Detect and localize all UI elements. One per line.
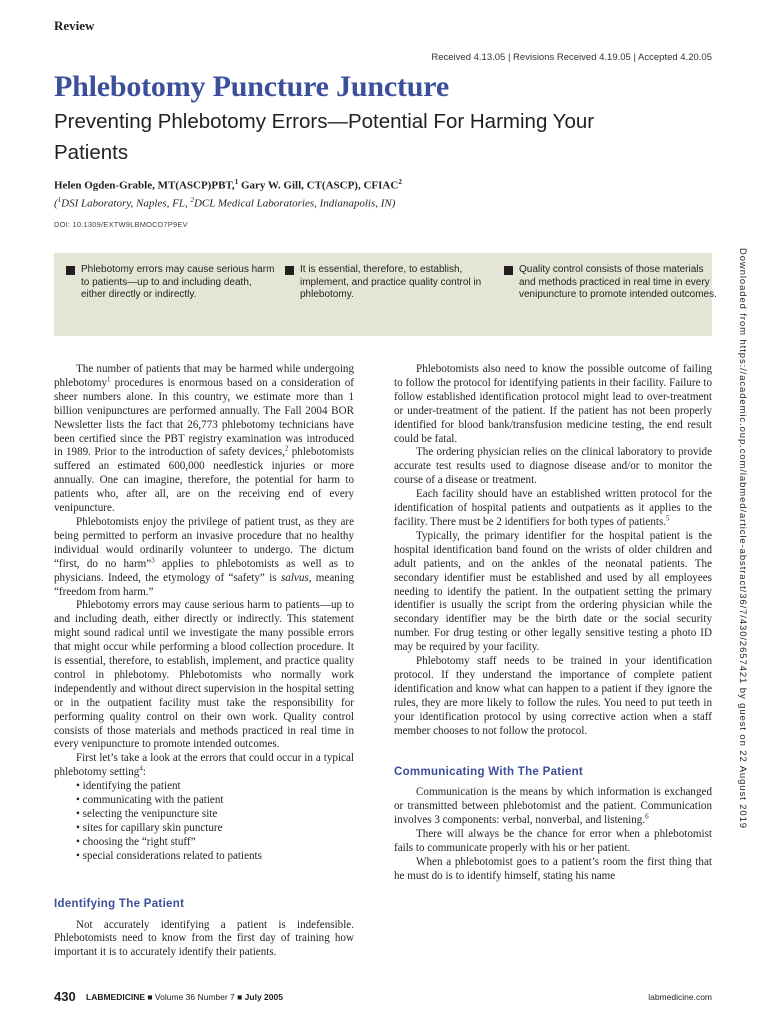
body-paragraph: Typically, the primary identifier for the hospital patient is the hospital identification band found on the wrists of older children and adult patients, and on the ankles of the neonatal patients. The secondary identifier must be established and used by all employees needing to identify the patient. In the outpatient setting the primary identifier is usually the script from the ordering physician while the secondary identifier may be the birth date or the social security number. For drug testing or other legally sensitive testing a photo ID may be required by your facility. bbox=[394, 529, 712, 654]
reference-marker: 2 bbox=[284, 444, 289, 453]
affil-1: DSI Laboratory, Naples, FL, bbox=[61, 197, 191, 210]
body-paragraph: Not accurately identifying a patient is indefensible. Phlebotomists need to know from the first day of training how important it is to accurately identify their patients. bbox=[54, 918, 354, 959]
separator-icon: ■ bbox=[147, 992, 153, 1002]
issue-date: July 2005 bbox=[244, 992, 283, 1002]
download-notice-text[interactable]: Downloaded from https://academic.oup.com/labmed/article-abstract/36/7/430/2657421 by guest on 22 August 2019 bbox=[737, 248, 748, 829]
list-item: • sites for capillary skin puncture bbox=[76, 822, 354, 836]
body-paragraph: Communication is the means by which information is exchanged or transmitted between phlebotomist and the patient. Communication involves 3 components: verbal, nonverbal, and listening.$^6$ bbox=[394, 786, 712, 827]
body-paragraph: The ordering physician relies on the clinical laboratory to provide accurate test results used to diagnose disease and/or to monitor the course of a disease or treatment. bbox=[394, 446, 712, 487]
key-point-text: Phlebotomy errors may cause serious harm to patients—up to and including death, either directly or indirectly. bbox=[81, 264, 275, 300]
section-heading: Communicating With The Patient bbox=[394, 766, 584, 779]
journal-url[interactable]: labmedicine.com bbox=[648, 992, 712, 1002]
key-point bbox=[504, 264, 717, 302]
doi[interactable]: DOI: 10.1309/EXTW9LBMOCD7P9EV bbox=[54, 220, 188, 229]
body-paragraph: There will always be the chance for error when a phlebotomist fails to communicate properly with his or her patient. bbox=[394, 828, 712, 854]
list-item: • special considerations related to patients bbox=[76, 850, 354, 864]
affiliations bbox=[54, 196, 395, 210]
separator-icon: ■ bbox=[237, 992, 243, 1002]
affil-marker: 1 bbox=[57, 196, 62, 204]
reference-marker: 4 bbox=[139, 764, 143, 773]
key-point-text: It is essential, therefore, to establish, implement, and practice quality control in phlebotomy. bbox=[300, 264, 482, 300]
italic-term: salvus bbox=[280, 571, 309, 584]
reference-marker: 1 bbox=[107, 375, 111, 384]
body-paragraph: The number of patients that may be harmed while undergoing phlebotomy$^1$ procedures is enormous based on a consideration of sheer numbers alone. In this country, we estimate more than 1 billion venipunctures are performed annually. The Fall 2004 BOR Newsletter lists the fact that 26,773 phlebotomy technicians have been certified since the PBT registry examination was introduced in 1989. Prior to the introduction of safety devices,$^2$ phlebotomists suffered an estimated 600,000 needlestick injuries or more annually. One can imagine, therefore, the potential for harm to patients who, after all, are on the receiving end of every venipuncture. bbox=[54, 363, 354, 515]
bullet-square-icon bbox=[504, 266, 513, 275]
body-column-left bbox=[54, 363, 354, 960]
body-paragraph: Each facility should have an established written protocol for the identification of hospital patients and outpatients as it applies to the facility. There must be 2 identifiers for both types of patients.$^5$ bbox=[394, 488, 712, 528]
error-list bbox=[54, 780, 354, 863]
author-name: Helen Ogden-Grable, MT(ASCP)PBT, bbox=[54, 179, 235, 192]
article-subtitle: Preventing Phlebotomy Errors—Potential For Harming Your Patients bbox=[54, 110, 595, 164]
body-paragraph: When a phlebotomist goes to a patient’s room the first thing that he must do is to identify himself, stating his name bbox=[394, 855, 712, 882]
author-list bbox=[54, 178, 402, 192]
body-paragraph: First let’s take a look at the errors that could occur in a typical phlebotomy setting$^4$: bbox=[54, 752, 354, 779]
article-title: Phlebotomy Puncture Juncture bbox=[54, 70, 449, 103]
body-paragraph: Phlebotomists enjoy the privilege of patient trust, as they are being permitted to perform an invasive procedure that no healthy individual would ordinarily volunteer to undergo. The dictum “first, do no harm”$^3$ applies to phlebotomists as well as to physicians. Indeed, the etymology of “safety” is salvus, meaning “freedom from harm.” bbox=[54, 515, 355, 598]
key-point bbox=[285, 264, 490, 302]
author-affil-marker: 1 bbox=[234, 178, 239, 186]
list-item: • selecting the venipuncture site bbox=[76, 808, 354, 822]
key-point bbox=[66, 264, 279, 302]
bullet-square-icon bbox=[66, 266, 75, 275]
body-paragraph: Phlebotomy errors may cause serious harm to patients—up to and including death, either directly or indirectly. This statement might sound radical until we investigate the many possible errors that might occur while performing a blood collection procedure. It is essential, therefore, to establish, implement, and practice quality control in phlebotomy. Phlebotomists who normally work independently and without direct supervision in the hospital setting or in the outpatient facility must take the responsibility for performing quality control on their own work. Quality control consists of those materials and methods practiced in real time in every venipuncture to promote intended outcomes. bbox=[54, 599, 354, 751]
body-paragraph: Phlebotomists also need to know the possible outcome of failing to follow the protocol for identifying patients in their facility. Failure to follow established identification protocol might lead to over-treatment or under-treatment of the patient. If the patient has not been properly identified for blood bank/transfusion medicine testing, the end result could be fatal. bbox=[394, 363, 712, 445]
download-notice bbox=[736, 248, 750, 829]
key-points-box bbox=[54, 253, 717, 336]
volume-info: Volume 36 Number 7 bbox=[154, 992, 235, 1002]
affil-paren: ( bbox=[54, 197, 58, 210]
page-number: 430 bbox=[54, 989, 76, 1004]
author-name: Gary W. Gill, CT(ASCP), CFIAC bbox=[238, 179, 399, 192]
reference-marker: 5 bbox=[666, 514, 670, 523]
journal-name: LABMEDICINE bbox=[86, 992, 146, 1002]
section-label: Review bbox=[54, 18, 95, 33]
affil-marker: 2 bbox=[190, 196, 194, 204]
key-point-text: Quality control consists of those materials and methods practiced in real time in every venipuncture to promote intended outcomes. bbox=[519, 264, 717, 300]
body-column-right bbox=[394, 363, 712, 884]
reference-marker: 6 bbox=[645, 812, 649, 821]
list-item: • identifying the patient bbox=[76, 780, 354, 794]
received-dates: Received 4.13.05 | Revisions Received 4.19.05 | Accepted 4.20.05 bbox=[431, 52, 712, 63]
author-affil-marker: 2 bbox=[398, 178, 402, 186]
body-paragraph: Phlebotomy staff needs to be trained in your identification protocol. If they understand the importance of complete patient identification and know what can happen to a patient if they ignore the rules, they are more likely to follow the rules. You need to put teeth in your identification protocol by using corrective action when a staff member chooses to not follow the protocol. bbox=[394, 655, 712, 737]
list-item: • choosing the “right stuff” bbox=[76, 836, 354, 850]
list-item: • communicating with the patient bbox=[76, 794, 354, 808]
affil-2: DCL Medical Laboratories, Indianapolis, IN) bbox=[193, 197, 396, 210]
section-heading: Identifying The Patient bbox=[54, 897, 185, 910]
bullet-square-icon bbox=[285, 266, 294, 275]
reference-marker: 3 bbox=[151, 556, 155, 564]
